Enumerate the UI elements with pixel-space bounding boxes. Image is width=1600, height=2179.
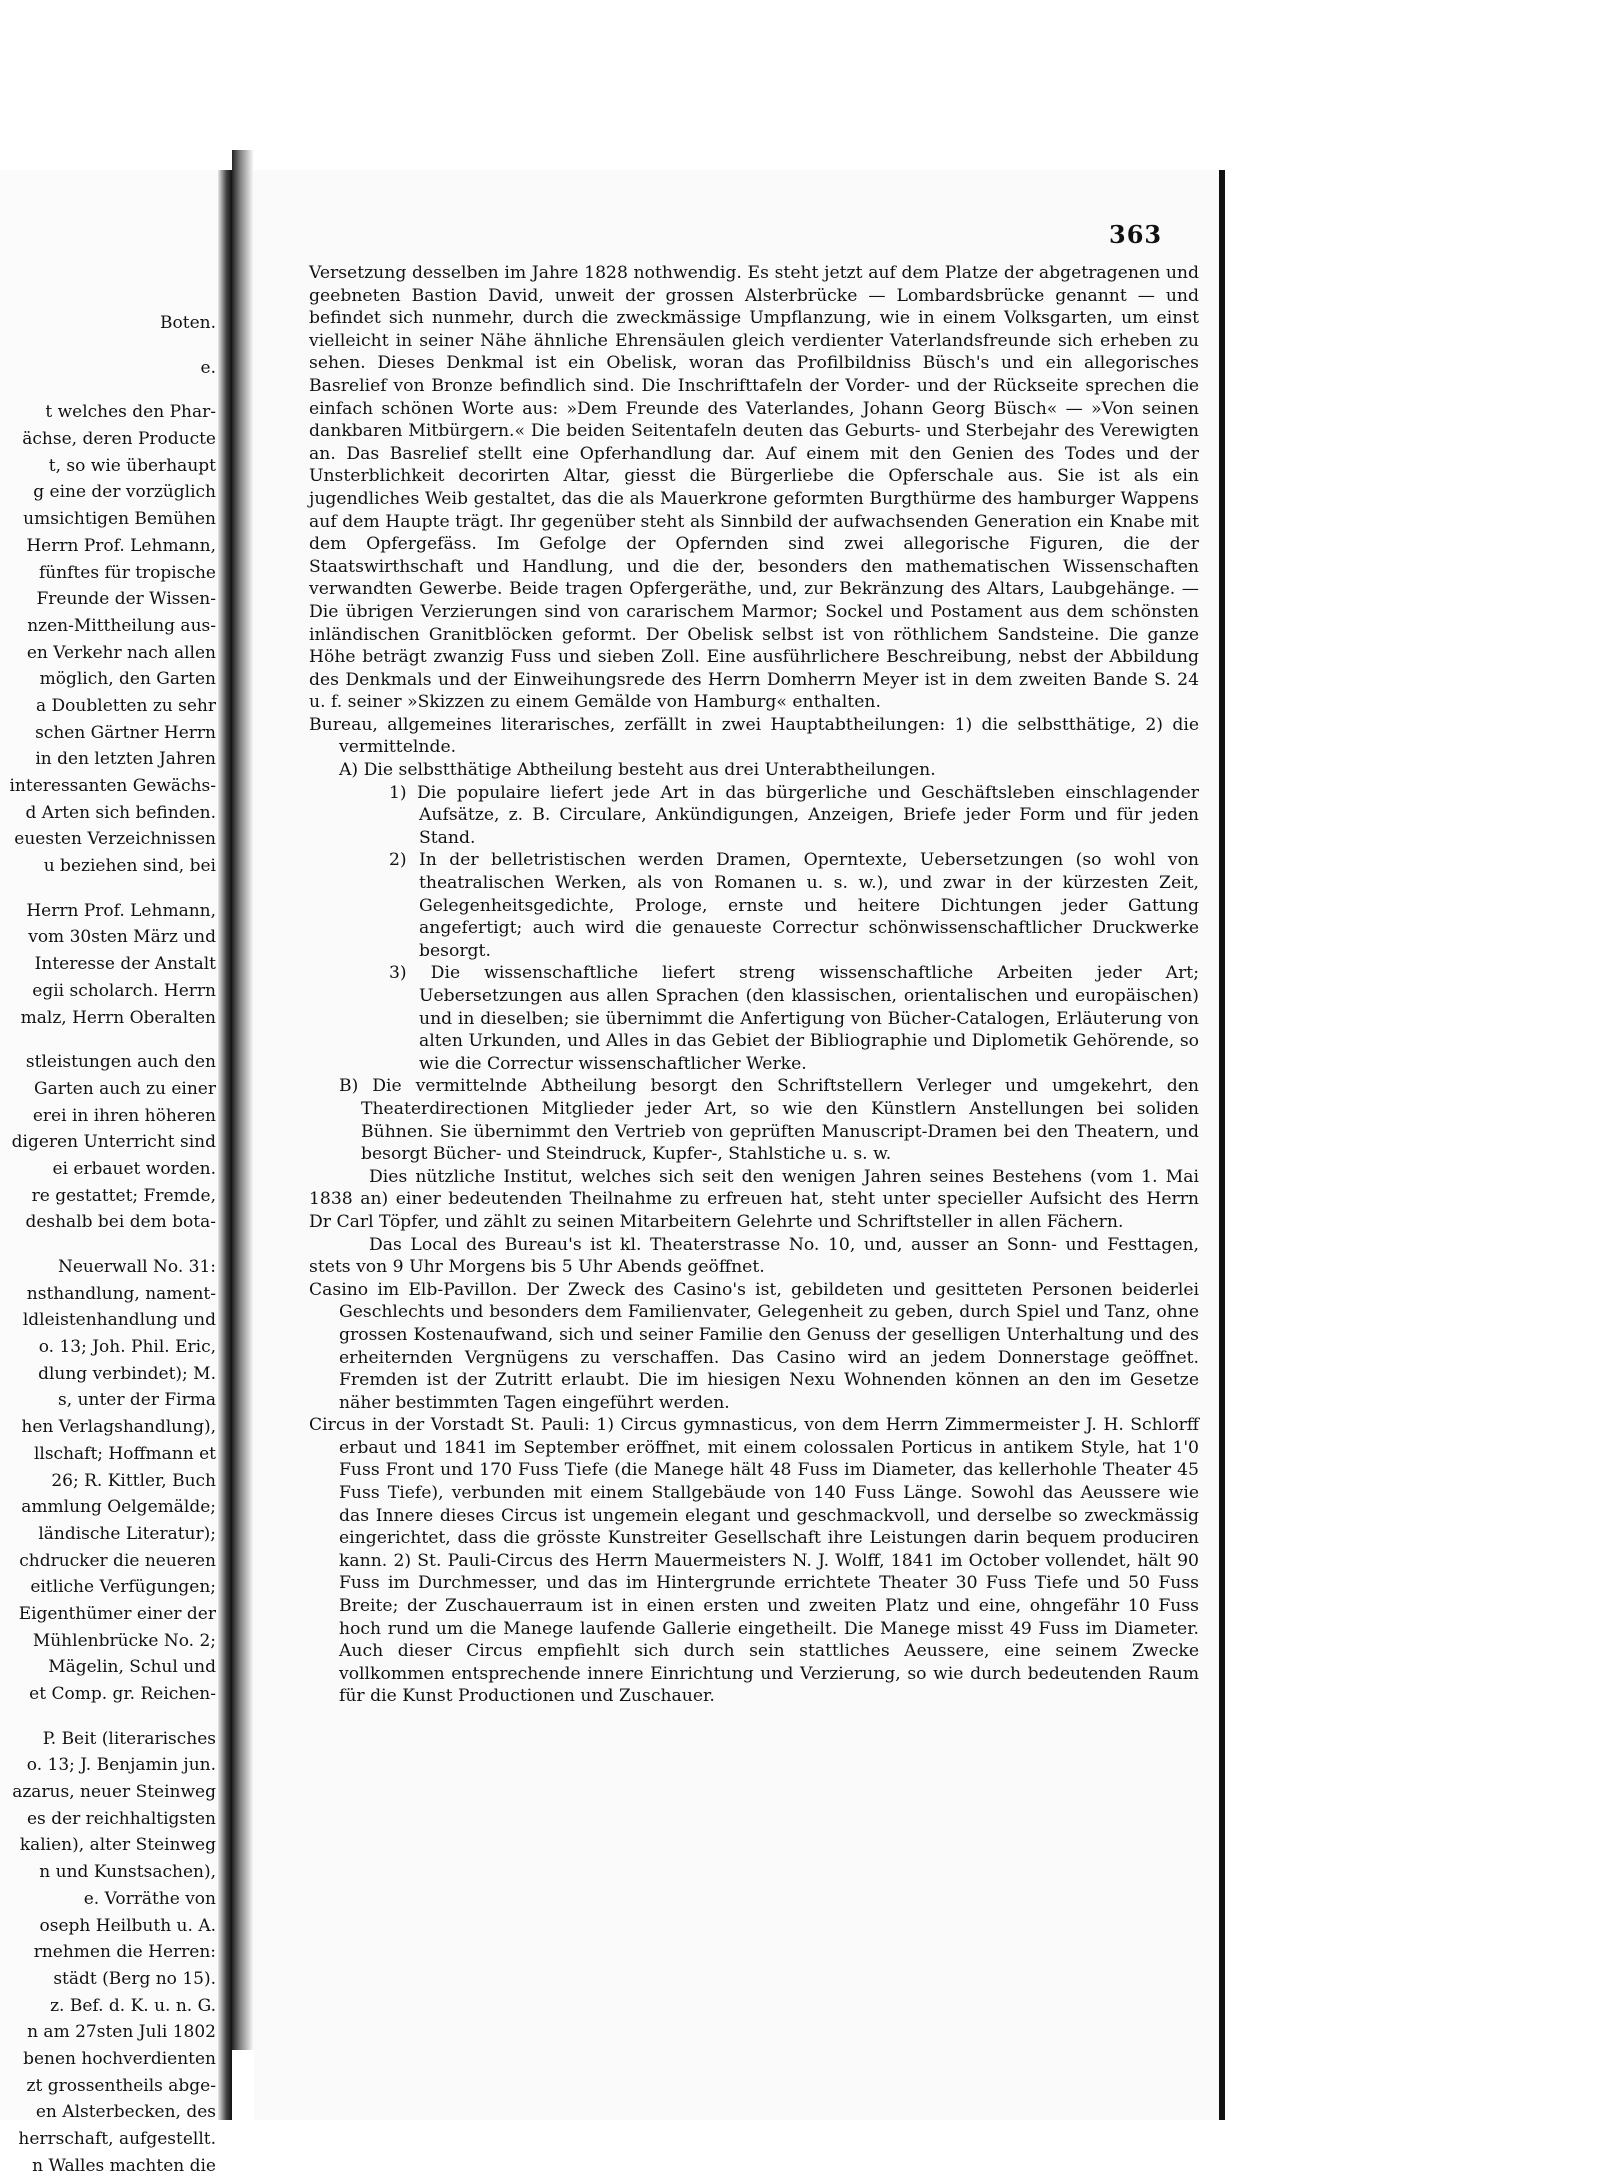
page-edge-shadow	[1219, 170, 1225, 2120]
previous-page-line: e.	[200, 357, 216, 378]
previous-page-line: egii scholarch. Herrn	[32, 980, 216, 1001]
paragraph: Casino im Elb-Pavillon. Der Zweck des Casino's ist, gebildeten und gesitteten Personen beiderlei Geschlechts und besonders dem Familienvater, Gelegenheit zu geben, durch Spiel und Tanz, ohne grossen Kostenaufwand, sich und seiner Familie den Genuss der geselligen Unterhaltung und des erheiternden Vergnügens zu verschaffen. Das Casino wird an jedem Donnerstage geöffnet. Fremden ist der Zutritt erlaubt. Die im hiesigen Nexu Wohnenden können an den im Gesetze näher bestimmten Tagen eingeführt werden.	[309, 1279, 1199, 1413]
previous-page-line: nzen-Mittheilung aus-	[27, 615, 216, 636]
paragraph: Bureau, allgemeines literarisches, zerfällt in zwei Hauptabtheilungen: 1) die selbstthätige, 2) die vermittelnde.	[309, 714, 1199, 758]
paragraph: 1) Die populaire liefert jede Art in das bürgerliche und Geschäftsleben einschlagender Aufsätze, z. B. Circulare, Ankündigungen, Anzeigen, Briefe jeder Form und für jeden Stand.	[389, 782, 1199, 848]
previous-page-line: d Arten sich befinden.	[25, 802, 216, 823]
previous-page-line: städt (Berg no 15).	[53, 1968, 216, 1989]
previous-page-line: benen hochverdienten	[23, 2048, 216, 2069]
previous-page-line: re gestattet; Fremde,	[31, 1185, 216, 1206]
previous-page-line: en Alsterbecken, des	[35, 2102, 216, 2123]
previous-page-line: Eigenthümer einer der	[18, 1603, 216, 1624]
previous-page-line: kalien), alter Steinweg	[19, 1835, 216, 1856]
paragraph: B) Die vermittelnde Abtheilung besorgt den Schriftstellern Verleger und umgekehrt, den Theaterdirectionen Mitglieder jeder Art, so wie den Künstlern Anstellungen bei soliden Bühnen. Sie übernimmt den Vertrieb von geprüften Manuscript-Dramen bei den Theatern, und besorgt Bücher- und Steindruck, Kupfer-, Stahlstiche u. s. w.	[339, 1076, 1199, 1165]
paragraph: Versetzung desselben im Jahre 1828 nothwendig. Es steht jetzt auf dem Platze der abgetragenen und geebneten Bastion David, unweit der grossen Alsterbrücke — Lombardsbrücke genannt — und befindet sich nunmehr, durch die zweckmässige Umpflanzung, wie in einem Volksgarten, um einst vielleicht in seiner Nähe ähnliche Ehrensäulen gleich verdienter Vaterlandsfreunde sich erheben zu sehen. Dieses Denkmal ist ein Obelisk, woran das Profilbildniss Büsch's und ein allegorisches Basrelief von Bronze befindlich sind. Die Inschrifttafeln der Vorder- und der Rückseite sprechen die einfach schönen Worte aus: »Dem Freunde des Vaterlandes, Johann Georg Büsch« — »Von seinen dankbaren Mitbürgern.« Die beiden Seitentafeln deuten das Geburts- und Sterbejahr des Verewigten an. Das Basrelief stellt eine Opferhandlung dar. Auf einem mit den Genien des Todes und der Unsterblichkeit decorirten Altar, giesst die Bürgerliebe die Opferschale aus. Sie ist als ein jugendliches Weib gestaltet, das die als Mauerkrone geformten Burgthürme des hamburger Wappens auf dem Haupte trägt. Ihr gegenüber steht als Sinnbild der aufwachsenden Generation ein Knabe mit dem Opfergefäss. Im Gefolge der Opfernden sind zwei allegorische Figuren, die der Staatswirthschaft und Handlung, und die der, besonders den mathematischen Wissenschaften verwandten Gewerbe. Beide tragen Opfergeräthe, und, zur Bekränzung des Altars, Laubgehänge. — Die übrigen Verzierungen sind von cararischem Marmor; Sockel und Postament aus dem schönsten inländischen Granitblöcken geformt. Der Obelisk selbst ist von röthlichem Sandsteine. Die ganze Höhe beträgt zwanzig Fuss und sieben Zoll. Eine ausführlichere Beschreibung, nebst der Abbildung des Denkmals und der Einweihungsrede des Herrn Domherrn Meyer ist in dem zweiten Bande S. 24 u. f. seiner »Skizzen zu einem Gemälde von Hamburg« enthalten.	[309, 263, 1199, 713]
previous-page-line: 26; R. Kittler, Buch	[51, 1470, 216, 1491]
previous-page-line: oseph Heilbuth u. A.	[39, 1915, 216, 1936]
previous-page-line: rnehmen die Herren:	[33, 1942, 216, 1963]
previous-page-text	[0, 310, 216, 2179]
paragraph: A) Die selbstthätige Abtheilung besteht aus drei Unterabtheilungen.	[339, 760, 936, 781]
previous-page-line: Herrn Prof. Lehmann,	[26, 535, 216, 556]
previous-page-line: ländische Literatur);	[38, 1523, 216, 1544]
previous-page-line: o. 13; Joh. Phil. Eric,	[38, 1337, 216, 1358]
previous-page-line: ei erbauet worden.	[52, 1158, 216, 1179]
previous-page-line: nsthandlung, nament-	[26, 1283, 216, 1304]
previous-page-line: Garten auch zu einer	[34, 1078, 216, 1099]
previous-page-line	[0, 1236, 216, 1254]
previous-page-line: et Comp. gr. Reichen-	[29, 1684, 216, 1704]
previous-page-line: umsichtigen Bemühen	[23, 509, 216, 530]
previous-page-line: n und Kunstsachen),	[39, 1862, 216, 1883]
previous-page-line: u beziehen sind, bei	[43, 856, 216, 877]
previous-page-line: euesten Verzeichnissen	[14, 829, 216, 850]
previous-page-line: digeren Unterricht sind	[11, 1132, 216, 1153]
previous-page-line: Neuerwall No. 31:	[57, 1257, 216, 1277]
previous-page-line: dlung verbindet); M.	[38, 1363, 216, 1384]
previous-page-line: herrschaft, aufgestellt.	[18, 2129, 216, 2149]
previous-page-line: o. 13; J. Benjamin jun.	[26, 1755, 216, 1776]
previous-page-line: ammlung Oelgemälde;	[21, 1497, 216, 1518]
previous-page-line: a Doubletten zu sehr	[36, 695, 216, 716]
previous-page-line: t welches den Phar-	[45, 402, 216, 423]
previous-page-line: P. Beit (literarisches	[42, 1728, 216, 1749]
previous-page-line: Mühlenbrücke No. 2;	[32, 1630, 216, 1651]
paragraph: 3) Die wissenschaftliche liefert streng wissenschaftliche Arbeiten jeder Art; Uebersetzungen aus allen Sprachen (den klassischen, orientalischen und europäischen) und in dieselben; sie übernimmt die Anfertigung von Bücher-Catalogen, Erläuterung von alten Urkunden, und Alles in das Gebiet der Bibliographie und Diplometik Gehörende, so wie die Correctur wissenschaftlicher Werke.	[389, 963, 1199, 1074]
previous-page-line: Interesse der Anstalt	[34, 954, 216, 975]
previous-page-line: erei in ihren höheren	[32, 1105, 216, 1126]
previous-page-line: interessanten Gewächs-	[9, 776, 216, 796]
previous-page-line	[0, 337, 216, 355]
previous-page-line: g eine der vorzüglich	[33, 482, 216, 503]
previous-page-line: Boten.	[160, 313, 216, 333]
previous-page-line: malz, Herrn Oberalten	[20, 1007, 216, 1028]
book-gutter	[232, 150, 254, 2050]
previous-page-line: s, unter der Firma	[58, 1390, 216, 1411]
previous-page-line: es der reichhaltigsten	[27, 1808, 216, 1829]
previous-page-line: fünftes für tropische	[38, 562, 216, 583]
previous-page-line: hen Verlagshandlung),	[21, 1417, 216, 1438]
previous-page-line: deshalb bei dem bota-	[25, 1212, 216, 1233]
previous-page-line: ächse, deren Producte	[22, 429, 216, 450]
page-body	[309, 262, 1199, 1708]
previous-page-line: chdrucker die neueren	[19, 1550, 216, 1571]
previous-page-line: eitliche Verfügungen;	[30, 1577, 216, 1598]
page	[254, 170, 1219, 2120]
previous-page-line: schen Gärtner Herrn	[35, 722, 216, 743]
previous-page-line: stleistungen auch den	[25, 1052, 216, 1073]
previous-page-line	[0, 381, 216, 399]
previous-page-line: vom 30sten März und	[28, 927, 216, 948]
previous-page-line: azarus, neuer Steinweg	[12, 1782, 216, 1803]
paragraph: Circus in der Vorstadt St. Pauli: 1) Circus gymnasticus, von dem Herrn Zimmermeister J. H. Schlorff erbaut und 1841 im September eröffnet, mit einem colossalen Porticus in antikem Style, hat 1'0 Fuss Front und 170 Fuss Tiefe (die Manege hält 48 Fuss im Diameter, das kellerhohle Theater 45 Fuss Tiefe), verbunden mit einem Stallgebäude von 140 Fuss Länge. Sowohl das Aeussere wie das Innere dieses Circus ist ungemein elegant und geschmackvoll, und derselbe so zweckmässig eingerichtet, dass die grösste Kunstreiter Gesellschaft ihre Leistungen darin bequem produciren kann. 2) St. Pauli-Circus des Herrn Mauermeisters N. J. Wolff, 1841 im October vollendet, hält 90 Fuss im Durchmesser, und das im Hintergrunde errichtete Theater 30 Fuss Tiefe und 50 Fuss Breite; der Zuschauerraum ist in einen ersten und zweiten Platz und eine, ohngefähr 10 Fuss hoch rund um die Manege laufende Gallerie eingetheilt. Die Manege misst 49 Fuss im Diameter. Auch dieser Circus empfiehlt sich durch sein stattliches Aeussere, eine seinem Zwecke vollkommen entsprechende innere Einrichtung und Verzierung, so wie durch bedeutenden Raum für die Kunst Productionen und Zuschauer.	[309, 1415, 1199, 1707]
previous-page-line: en Verkehr nach allen	[26, 642, 216, 663]
previous-page-line: n am 27sten Juli 1802	[27, 2022, 216, 2043]
previous-page-line: t, so wie überhaupt	[48, 455, 216, 476]
previous-page-line: zt grossentheils abge-	[26, 2075, 216, 2096]
paragraph: 2) In der belletristischen werden Dramen, Operntexte, Uebersetzungen (so wohl von theatralischen Werken, als von Romanen u. s. w.), und zwar in der kürzesten Zeit, Gelegenheitsgedichte, Prologe, ernste und heitere Dichtungen jeder Gattung angefertigt; auch wird die genaueste Correctur schönwissenschaftlicher Druckwerke besorgt.	[389, 850, 1199, 961]
paragraph: Das Local des Bureau's ist kl. Theaterstrasse No. 10, und, ausser an Sonn- und Festtagen, stets von 9 Uhr Morgens bis 5 Uhr Abends geöffnet.	[309, 1234, 1199, 1278]
previous-page-line: in den letzten Jahren	[35, 749, 216, 770]
previous-page-line: möglich, den Garten	[39, 669, 216, 690]
previous-page-line	[0, 1031, 216, 1049]
previous-page-line: e. Vorräthe von	[83, 1888, 216, 1909]
previous-page-line	[0, 1708, 216, 1726]
paragraph: Dies nützliche Institut, welches sich seit den wenigen Jahren seines Bestehens (vom 1. Mai 1838 an) einer bedeutenden Theilnahme zu erfreuen hat, steht unter specieller Aufsicht des Herrn Dr Carl Töpfer, und zählt zu seinen Mitarbeitern Gelehrte und Schriftsteller in allen Fächern.	[309, 1166, 1199, 1232]
previous-page-line: n Walles machten die	[32, 2155, 216, 2176]
previous-page-fragment	[0, 170, 232, 2176]
page-number: 363	[1109, 220, 1163, 249]
page-binding-shadow	[218, 170, 232, 2120]
previous-page-line	[0, 880, 216, 898]
previous-page-line: Freunde der Wissen-	[36, 589, 216, 610]
previous-page-line: Herrn Prof. Lehmann,	[26, 900, 216, 921]
previous-page-line: ldleistenhandlung und	[22, 1310, 216, 1331]
previous-page-line: Mägelin, Schul und	[48, 1657, 216, 1678]
previous-page-line: z. Bef. d. K. u. n. G.	[50, 1995, 216, 2016]
previous-page-line: llschaft; Hoffmann et	[33, 1443, 216, 1464]
